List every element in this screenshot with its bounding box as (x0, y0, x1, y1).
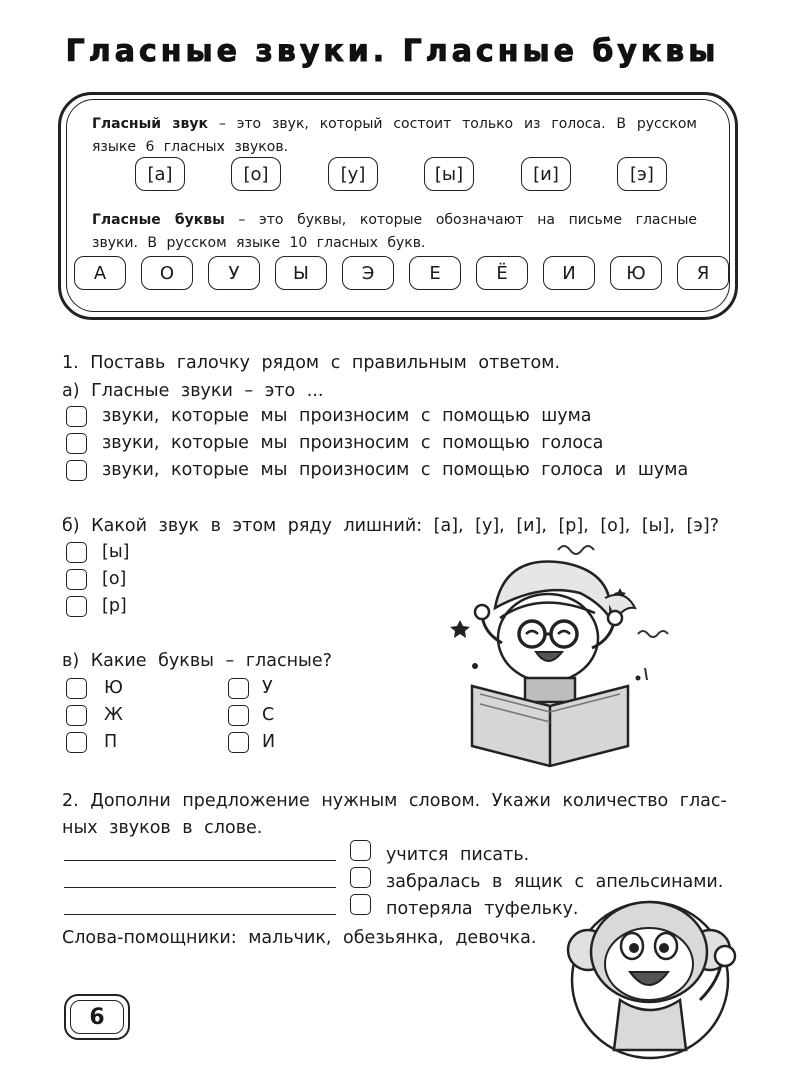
answer-blank[interactable] (64, 860, 336, 861)
option-label: [р] (102, 596, 127, 616)
sound-chip: [ы] (424, 157, 474, 191)
vowel-letter-definition (92, 209, 697, 255)
letter-chip: Я (677, 256, 729, 290)
letter-option: П (104, 732, 118, 752)
letter-chip: Ё (476, 256, 528, 290)
checkbox[interactable] (66, 569, 87, 590)
letter-option: С (262, 705, 275, 725)
letter-chip: Э (342, 256, 394, 290)
sound-chip: [о] (231, 157, 281, 191)
letter-option: Ю (104, 678, 123, 698)
letter-option: И (262, 732, 276, 752)
page-title: Гласные звуки. Гласные буквы (65, 34, 720, 69)
checkbox[interactable] (66, 406, 87, 427)
vowel-sound-definition (92, 113, 697, 159)
option-label: [ы] (102, 542, 130, 562)
checkbox[interactable] (228, 732, 249, 753)
letter-chip: У (208, 256, 260, 290)
option-label: звуки, которые мы произносим с помощью голоса (102, 433, 604, 453)
task1c-question: в) Какие буквы – гласные? (62, 651, 332, 671)
option-label: [о] (102, 569, 127, 589)
checkbox[interactable] (66, 460, 87, 481)
task2-heading-line2: ных звуков в слове. (62, 818, 263, 838)
vowel-letter-term: Гласные буквы (92, 212, 225, 228)
sound-chip: [э] (617, 157, 667, 191)
letter-chip: Е (409, 256, 461, 290)
letter-option: У (262, 678, 273, 698)
letter-chip: А (74, 256, 126, 290)
letter-chip: Ю (610, 256, 662, 290)
letter-chip: И (543, 256, 595, 290)
checkbox[interactable] (66, 705, 87, 726)
checkbox[interactable] (228, 678, 249, 699)
task1b-question: б) Какой звук в этом ряду лишний: [а], [у], [и], [р], [о], [ы], [э]? (62, 516, 719, 536)
count-box[interactable] (350, 867, 371, 888)
checkbox[interactable] (66, 596, 87, 617)
sentence-ending: потеряла туфельку. (386, 899, 579, 919)
sentence-ending: забралась в ящик с апельсинами. (386, 872, 724, 892)
answer-blank[interactable] (64, 914, 336, 915)
sentence-ending: учится писать. (386, 845, 530, 865)
checkbox[interactable] (66, 433, 87, 454)
sound-chip: [у] (328, 157, 378, 191)
task1a-question: а) Гласные звуки – это ... (62, 381, 324, 401)
vowel-sound-text: – это звук, который состоит только из голоса. В русском языке 6 гласных звуков. (92, 116, 697, 155)
option-label: звуки, которые мы произносим с помощью шума (102, 406, 592, 426)
vowel-sound-term: Гласный звук (92, 116, 208, 132)
checkbox[interactable] (228, 705, 249, 726)
sound-chip: [а] (135, 157, 185, 191)
checkbox[interactable] (66, 732, 87, 753)
monkey-illustration (560, 880, 750, 1070)
page-number: 6 (70, 1000, 124, 1034)
vowel-letter-text: – это буквы, которые обозначают на письме гласные звуки. В русском языке 10 гласных букв. (92, 212, 698, 251)
task1-heading: 1. Поставь галочку рядом с правильным ответом. (62, 353, 561, 373)
answer-blank[interactable] (64, 887, 336, 888)
boy-reading-book-illustration (440, 538, 680, 768)
letter-chip: Ы (275, 256, 327, 290)
count-box[interactable] (350, 840, 371, 861)
sound-chip: [и] (521, 157, 571, 191)
task2-heading-line1: 2. Дополни предложение нужным словом. Укажи количество глас- (62, 791, 727, 811)
letter-option: Ж (104, 705, 123, 725)
option-label: звуки, которые мы произносим с помощью голоса и шума (102, 460, 689, 480)
page-number-badge (64, 994, 130, 1040)
checkbox[interactable] (66, 678, 87, 699)
count-box[interactable] (350, 894, 371, 915)
checkbox[interactable] (66, 542, 87, 563)
helper-words: Слова-помощники: мальчик, обезьянка, девочка. (62, 928, 537, 948)
letter-chip: О (141, 256, 193, 290)
